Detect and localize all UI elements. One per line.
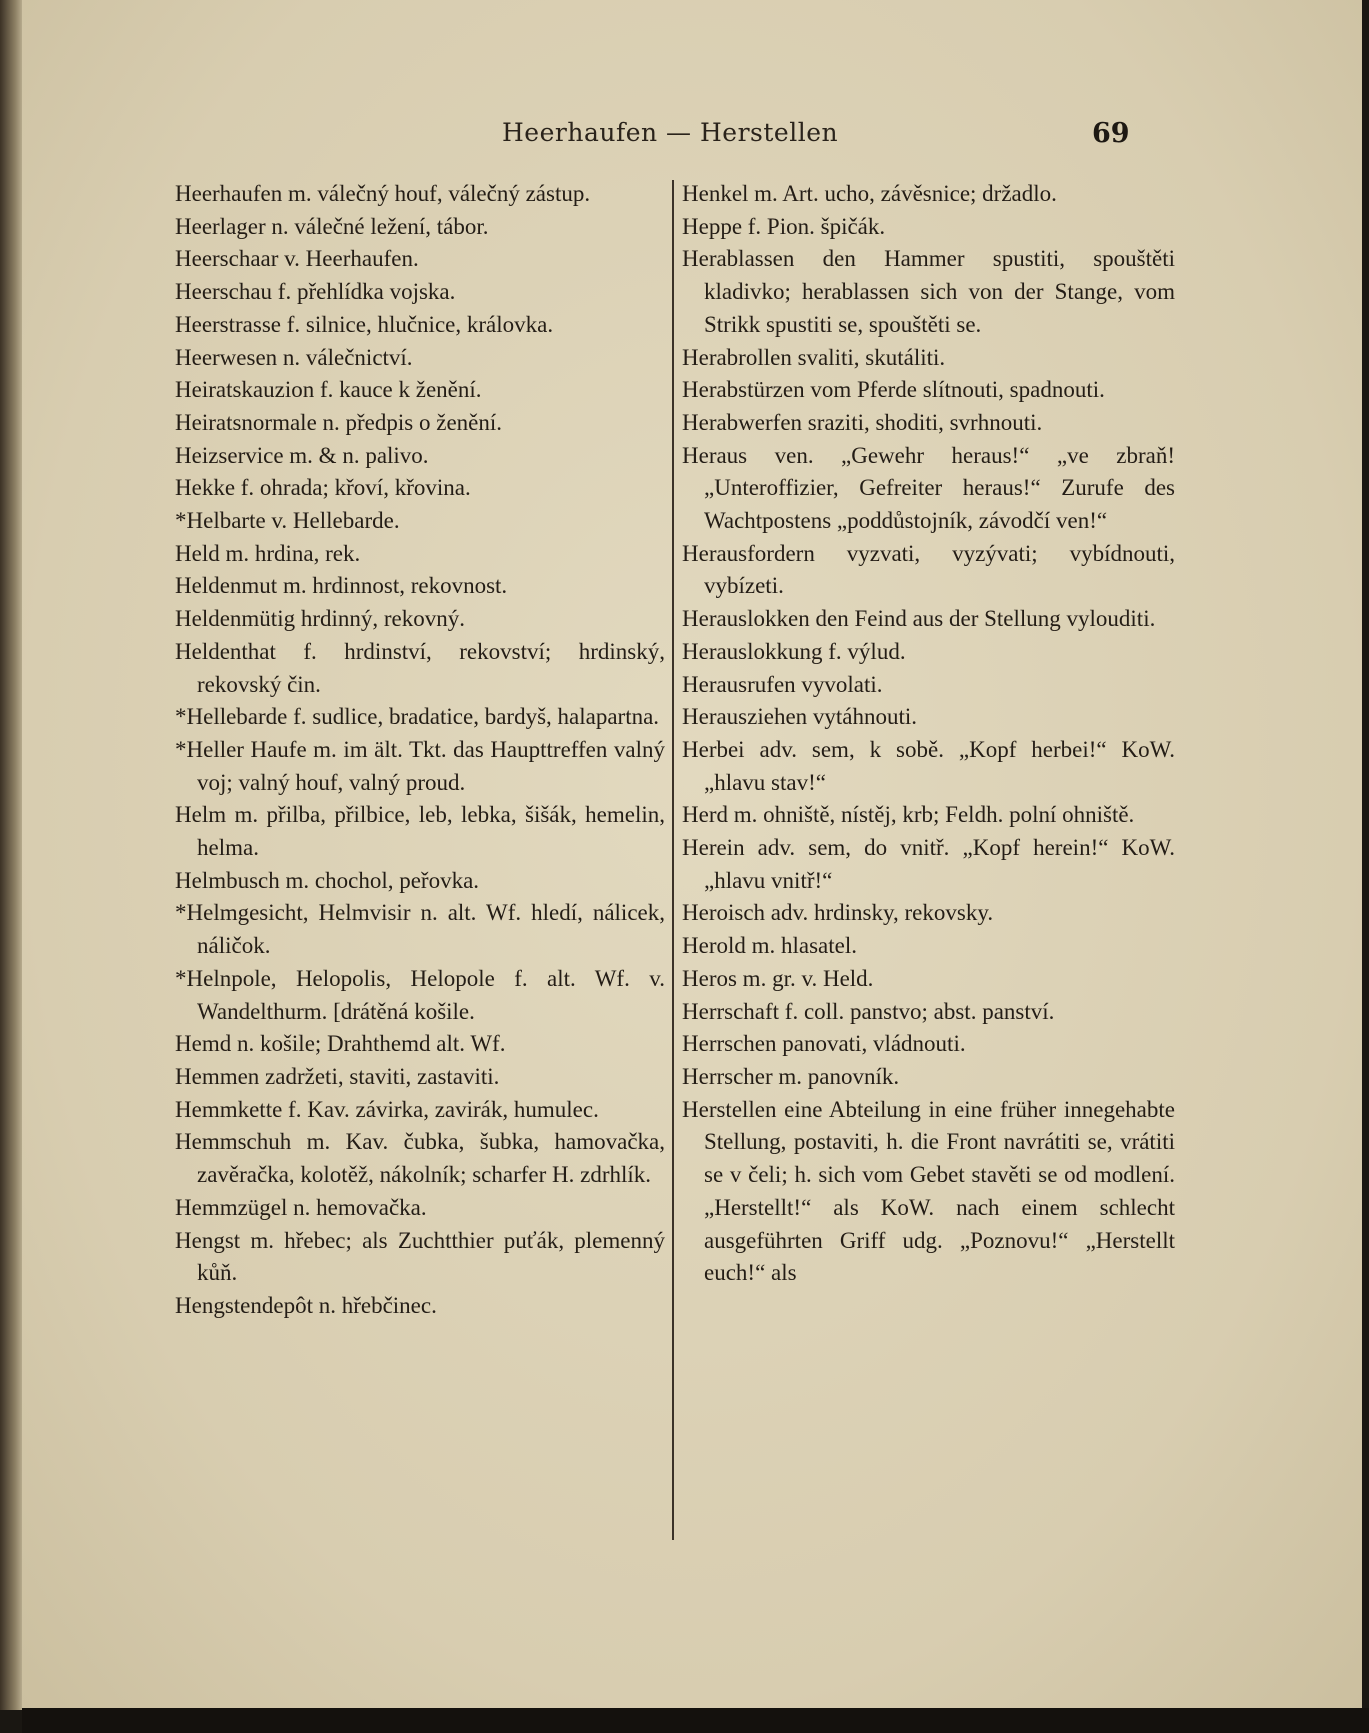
- page-header: [22, 118, 1362, 158]
- dictionary-entry: Herein adv. sem, do vnitř. „Kopf herein!“ KoW. „hlavu vnitř!“: [682, 835, 1175, 893]
- dictionary-entry: Heros m. gr. v. Held.: [682, 965, 874, 991]
- right-column: [682, 178, 1175, 1290]
- dictionary-entry: *Heller Haufe m. im ält. Tkt. das Haupttreffen valný voj; valný houf, valný proud.: [175, 736, 665, 795]
- dictionary-entry: Helmbusch m. chochol, peřovka.: [175, 867, 480, 893]
- dictionary-entry: Herauslokken den Feind aus der Stellung vylouditi.: [682, 606, 1156, 632]
- dictionary-entry: Heerstrasse f. silnice, hlučnice, královka.: [175, 311, 554, 337]
- running-head: Heerhaufen — Herstellen: [502, 118, 839, 147]
- dictionary-entry: Herabrollen svaliti, skutáliti.: [682, 344, 946, 370]
- left-column: [175, 178, 665, 1323]
- book-page: [22, 0, 1362, 1710]
- dictionary-entry: *Helbarte v. Hellebarde.: [175, 508, 400, 534]
- dictionary-entry: Herd m. ohniště, nístěj, krb; Feldh. polní ohniště.: [682, 802, 1135, 828]
- dictionary-entry: Helm m. přilba, přilbice, leb, lebka, šišák, hemelin, helma.: [175, 802, 665, 861]
- dictionary-entry: Heldenthat f. hrdinství, rekovství; hrdinský, rekovský čin.: [175, 638, 665, 697]
- dictionary-entry: Herausrufen vyvolati.: [682, 671, 883, 697]
- dictionary-entry: Heerschau f. přehlídka vojska.: [175, 279, 456, 305]
- dictionary-entry: Heerhaufen m. válečný houf, válečný zástup.: [175, 181, 591, 206]
- dictionary-entry: Herrscher m. panovník.: [682, 1063, 900, 1089]
- dictionary-entry: Heerwesen n. válečnictví.: [175, 344, 413, 370]
- dictionary-entry: Hemmschuh m. Kav. čubka, šubka, hamovačka, zavěračka, kolotěž, nákolník; scharfer H. zdrhlík.: [175, 1129, 665, 1188]
- dictionary-entry: Herabwerfen sraziti, shoditi, svrhnouti.: [682, 409, 1043, 435]
- dictionary-entry: Hengst m. hřebec; als Zuchtthier puťák, plemenný kůň.: [175, 1227, 665, 1286]
- dictionary-entry: Heizservice m. & n. palivo.: [175, 442, 429, 468]
- dictionary-entry: Heraus ven. „Gewehr heraus!“ „ve zbraň! „Unteroffizier, Gefreiter heraus!“ Zurufe des Wachtpostens „poddůstojník, závodčí ven!“: [682, 442, 1175, 534]
- dictionary-entry: Heldenmütig hrdinný, rekovný.: [175, 606, 466, 632]
- dictionary-entry: Heerschaar v. Heerhaufen.: [175, 246, 419, 272]
- dictionary-entry: Heiratskauzion f. kauce k ženění.: [175, 377, 482, 403]
- dictionary-entry: *Helnpole, Helopolis, Helopole f. alt. Wf. v. Wandelthurm. [drátěná košile.: [175, 965, 665, 1024]
- page-bottom-edge: [22, 1708, 1369, 1733]
- dictionary-entry: Herablassen den Hammer spustiti, spouštěti kladivko; herablassen sich von der Stange, vom Strikk spustiti se, spouštěti se.: [682, 246, 1175, 337]
- dictionary-entry: Herauslokkung f. výlud.: [682, 638, 906, 664]
- dictionary-entry: Hemd n. košile; Drahthemd alt. Wf.: [175, 1031, 506, 1057]
- dictionary-entry: Heroisch adv. hrdinsky, rekovsky.: [682, 900, 994, 926]
- dictionary-entry: *Helmgesicht, Helmvisir n. alt. Wf. hledí, nálicek, náličok.: [175, 900, 665, 959]
- dictionary-entry: Herold m. hlasatel.: [682, 933, 858, 959]
- page-number: 69: [1092, 118, 1130, 149]
- dictionary-entry: Heerlager n. válečné ležení, tábor.: [175, 213, 489, 239]
- dictionary-entry: Herstellen eine Abteilung in eine früher innegehabte Stellung, postaviti, h. die Front navrátiti se, vrátiti se v čeli; h. sich vom Gebet stavěti se od modlení. „Herstellt!“ als KoW. nach einem schlecht ausgeführten Griff udg. „Poznovu!“ „Herstellt euch!“ als: [682, 1096, 1175, 1286]
- dictionary-entry: Herbei adv. sem, k sobě. „Kopf herbei!“ KoW. „hlavu stav!“: [682, 736, 1175, 795]
- dictionary-entry: Hemmkette f. Kav. závirka, zavirák, humulec.: [175, 1096, 599, 1122]
- dictionary-entry: Hemmen zadržeti, staviti, zastaviti.: [175, 1063, 500, 1089]
- dictionary-entry: Heppe f. Pion. špičák.: [682, 213, 886, 239]
- dictionary-entry: Herrschaft f. coll. panstvo; abst. panství.: [682, 998, 1055, 1024]
- dictionary-entry: Hengstendepôt n. hřebčinec.: [175, 1292, 437, 1318]
- dictionary-entry: Herausziehen vytáhnouti.: [682, 704, 918, 730]
- dictionary-entry: Held m. hrdina, rek.: [175, 540, 361, 566]
- dictionary-entry: Heiratsnormale n. předpis o ženění.: [175, 409, 502, 435]
- dictionary-entry: Herausfordern vyzvati, vyzývati; vybídnouti, vybízeti.: [682, 540, 1175, 599]
- dictionary-entry: Henkel m. Art. ucho, závěsnice; držadlo.: [682, 181, 1057, 206]
- dictionary-entry: Hemmzügel n. hemovačka.: [175, 1194, 427, 1220]
- dictionary-entry: *Hellebarde f. sudlice, bradatice, bardyš, halapartna.: [175, 704, 660, 730]
- dictionary-entry: Hekke f. ohrada; křoví, křovina.: [175, 475, 471, 501]
- dictionary-entry: Herrschen panovati, vládnouti.: [682, 1031, 966, 1057]
- dictionary-entry: Herabstürzen vom Pferde slítnouti, spadnouti.: [682, 377, 1105, 403]
- dictionary-entry: Heldenmut m. hrdinnost, rekovnost.: [175, 573, 508, 599]
- column-divider: [672, 180, 674, 1540]
